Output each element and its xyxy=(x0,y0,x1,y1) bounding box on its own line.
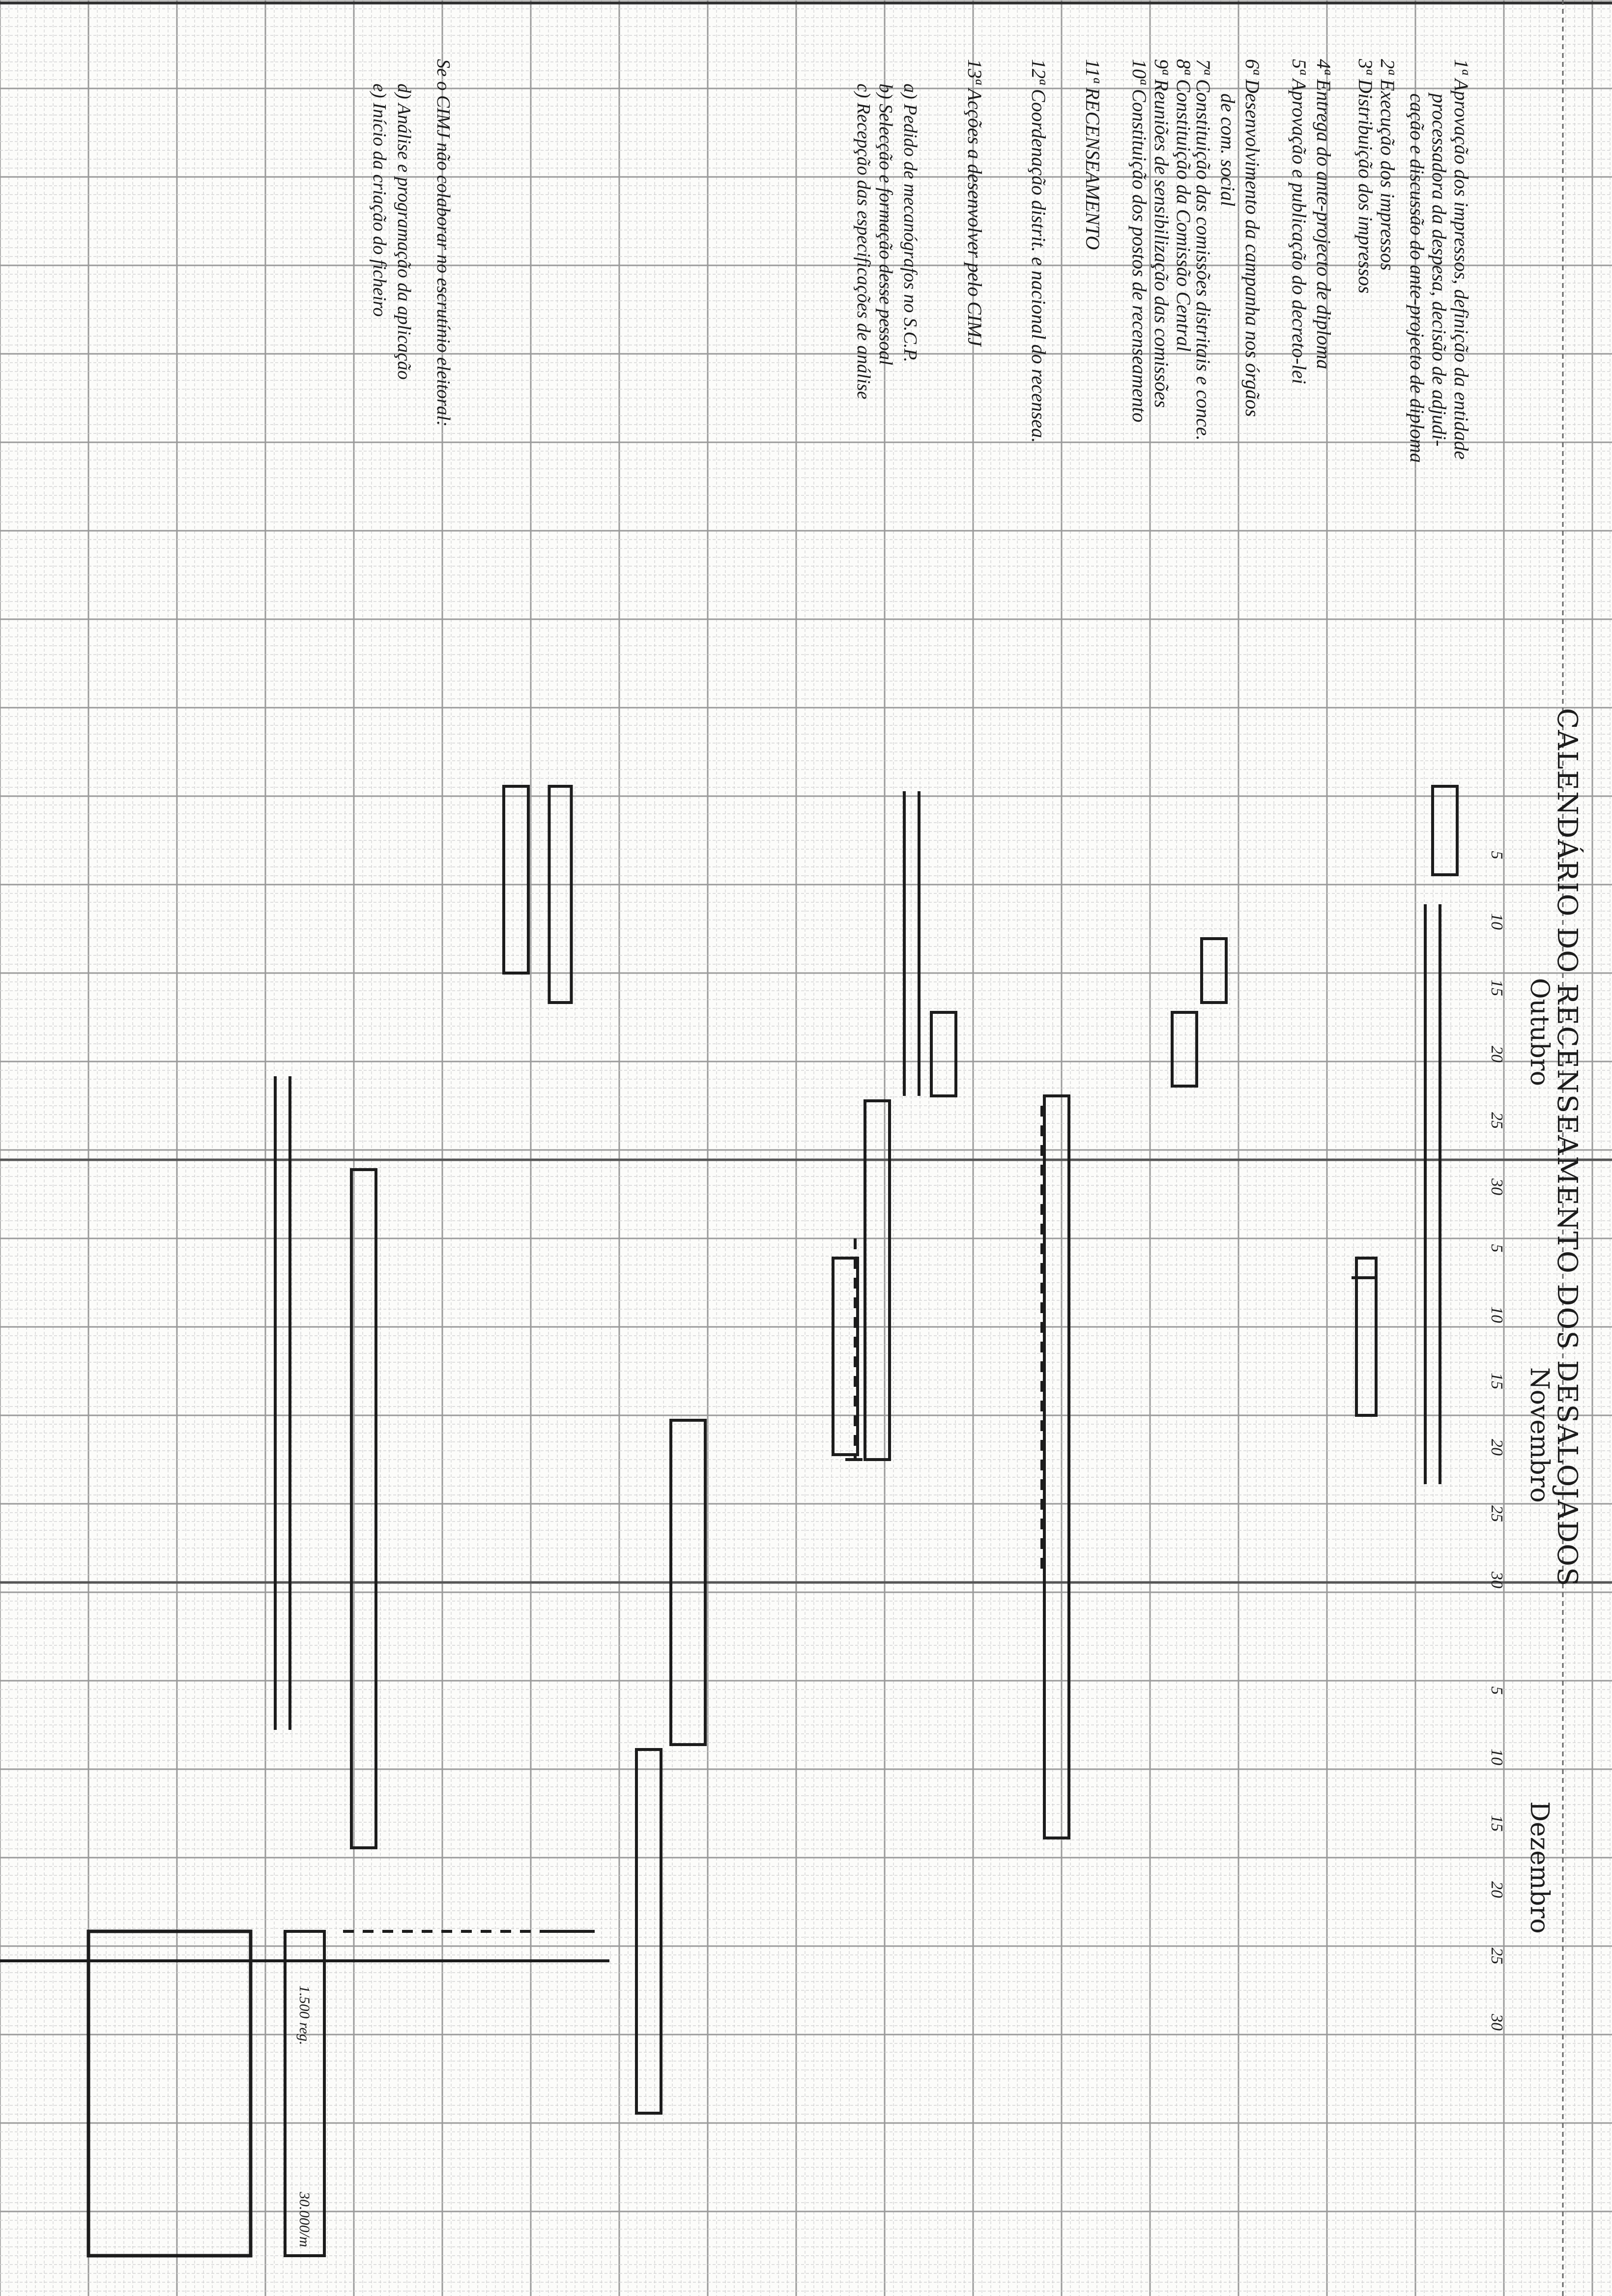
gantt-bar xyxy=(931,1012,956,1096)
day-tick-label: 10 xyxy=(1488,1749,1506,1765)
note-item-label: d) Análise e programação da aplicação xyxy=(394,84,414,380)
task-label: processadora da despesa, decisão de adjudi- xyxy=(1428,93,1450,447)
summary-box-label-reg: 1.500 reg. xyxy=(296,1985,313,2045)
month-label-novembro: Novembro xyxy=(1525,1367,1554,1503)
summary-box-large xyxy=(88,1931,251,2256)
task-label: 2ª Execução dos impressos xyxy=(1377,59,1399,271)
month-label-outubro: Outubro xyxy=(1525,978,1554,1086)
day-tick-label: 30 xyxy=(1488,1178,1506,1195)
day-tick-label: 5 xyxy=(1488,1244,1506,1253)
day-tick-label: 5 xyxy=(1488,1686,1506,1695)
task-label: 11ª RECENSEAMENTO xyxy=(1082,59,1104,250)
subtask-label: b) Selecção e formação desse pessoal xyxy=(875,84,896,366)
task-label: cação e discussão do ante-projecto de diploma xyxy=(1406,93,1428,463)
month-label-dezembro: Dezembro xyxy=(1525,1801,1554,1934)
subtask-label: a) Pedido de mecanógrafos no S.C.P. xyxy=(900,84,921,363)
gantt-bars xyxy=(0,786,1457,2113)
task-label: 12ª Coordenação distrit. e nacional do recensea. xyxy=(1028,59,1050,443)
task-label: 9ª Reuniões de sensibilização das comissões xyxy=(1151,59,1173,408)
day-tick-label: 5 xyxy=(1488,851,1506,860)
summary-box-label-rate: 30.000/m xyxy=(296,2192,313,2247)
gantt-bar xyxy=(636,1750,661,2113)
task-label: 5ª Aprovação e publicação do decreto-lei xyxy=(1288,59,1310,384)
gantt-bar xyxy=(865,1101,890,1460)
day-tick-label: 25 xyxy=(1488,1505,1506,1522)
day-tick-label: 15 xyxy=(1488,979,1506,996)
gantt-bar xyxy=(1356,1258,1376,1415)
day-tick-label: 25 xyxy=(1488,1948,1506,1964)
day-tick-labels xyxy=(1488,851,1506,2031)
chart-title: CALENDÁRIO DO RECENSEAMENTO DOS DESALOJADOS xyxy=(1551,708,1583,1587)
day-tick-label: 15 xyxy=(1488,1373,1506,1389)
gantt-bar xyxy=(549,786,572,1003)
day-tick-label: 20 xyxy=(1488,1881,1506,1898)
gantt-bar xyxy=(504,786,528,973)
day-tick-label: 30 xyxy=(1488,1572,1506,1588)
task-label: 8ª Constituição da Comissão Central xyxy=(1173,59,1195,352)
day-tick-label: 25 xyxy=(1488,1112,1506,1129)
day-tick-label: 15 xyxy=(1488,1815,1506,1832)
day-tick-label: 20 xyxy=(1488,1046,1506,1062)
day-tick-label: 20 xyxy=(1488,1439,1506,1456)
task-list xyxy=(369,58,1472,463)
day-tick-label: 30 xyxy=(1488,2014,1506,2031)
gantt-bar xyxy=(671,1420,705,1745)
task-label: 1ª Aprovação dos impressos, definição da entidade xyxy=(1450,59,1472,460)
gantt-bar xyxy=(1172,1012,1197,1086)
task-label: 4ª Entrega do ante-projecto de diploma xyxy=(1313,59,1335,370)
gantt-bar xyxy=(1202,939,1226,1003)
gantt-bar xyxy=(351,1170,376,1848)
note-label: Se o CIMJ não colaborar no escrutínio eleitoral: xyxy=(433,59,454,427)
task-label: 6ª Desenvolvimento da campanha nos órgãos xyxy=(1241,59,1264,417)
task-label: 7ª Constituição das comissões distritais e conce. xyxy=(1192,59,1214,441)
task-label: 13ª Acções a desenvolver pelo CIMJ xyxy=(964,59,986,346)
subtask-label: c) Recepção das especificações de análise xyxy=(853,84,874,400)
note-item-label: e) Início da criação do ficheiro xyxy=(369,84,390,317)
gantt-bar xyxy=(1433,786,1457,875)
task-label: 10ª Constituição dos postos de recenseamento xyxy=(1128,59,1151,423)
day-tick-label: 10 xyxy=(1488,1306,1506,1323)
task-label: 3ª Distribuição dos impressos xyxy=(1354,59,1377,294)
gantt-bar xyxy=(1044,1096,1069,1838)
day-tick-label: 10 xyxy=(1488,913,1506,930)
task-label: de com. social xyxy=(1217,93,1239,206)
